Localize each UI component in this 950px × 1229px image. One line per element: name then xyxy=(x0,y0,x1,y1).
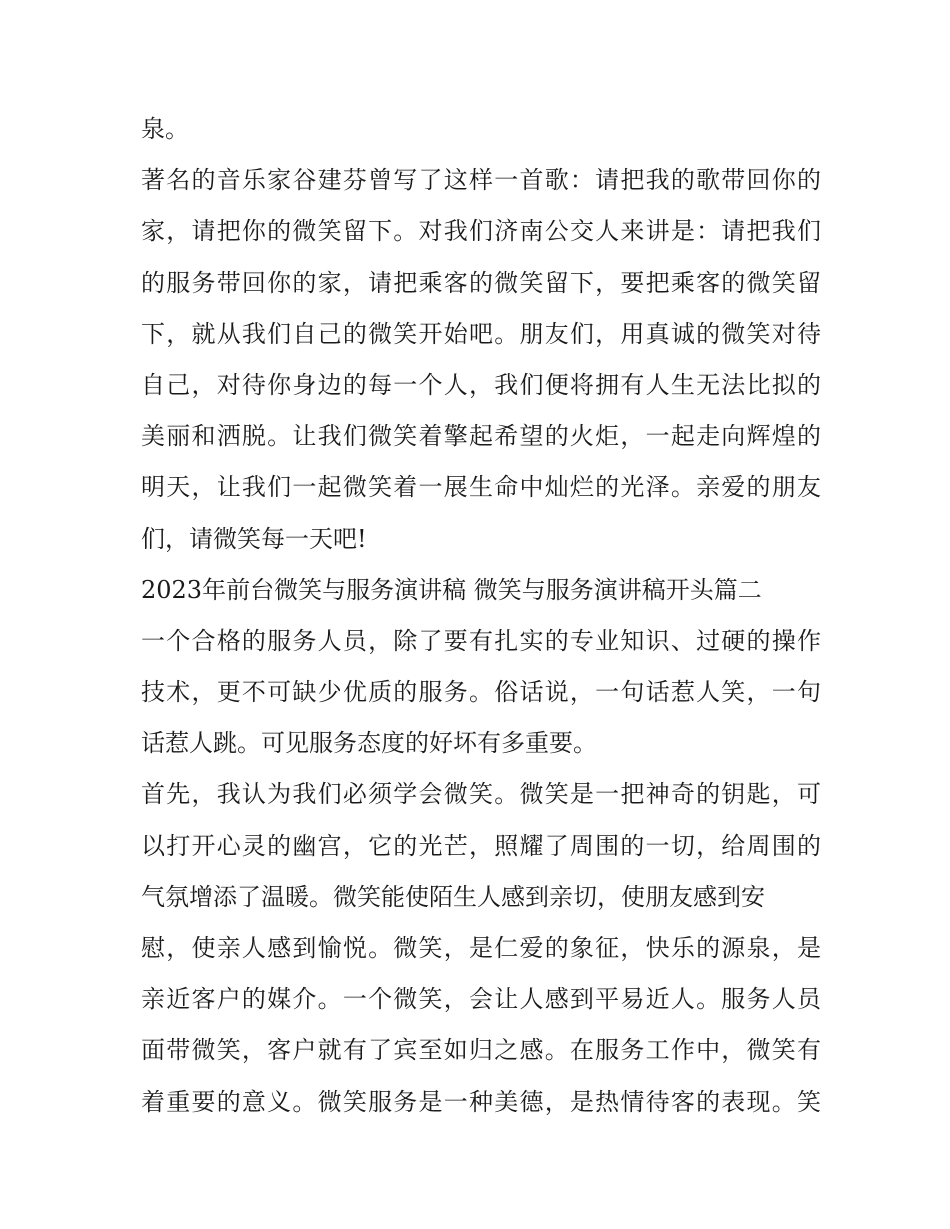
text-line: 明天，让我们一起微笑着一展生命中灿烂的光泽。亲爱的朋友 xyxy=(141,473,821,502)
text-line: 的服务带回你的家，请把乘客的微笑留下，要把乘客的微笑留 xyxy=(141,268,821,297)
section-heading: 2023年前台微笑与服务演讲稿 微笑与服务演讲稿开头篇二 xyxy=(141,575,762,604)
text-line: 首先，我认为我们必须学会微笑。微笑是一把神奇的钥匙，可 xyxy=(141,780,821,809)
text-line: 著名的音乐家谷建芬曾写了这样一首歌：请把我的歌带回你的 xyxy=(141,166,821,195)
text-line: 美丽和洒脱。让我们微笑着擎起希望的火炬，一起走向辉煌的 xyxy=(141,422,821,451)
text-line: 们，请微笑每一天吧! xyxy=(141,524,367,553)
text-line: 气氛增添了温暖。微笑能使陌生人感到亲切，使朋友感到安 xyxy=(141,882,765,911)
text-line: 着重要的意义。微笑服务是一种美德，是热情待客的表现。笑 xyxy=(141,1087,821,1116)
text-line: 话惹人跳。可见服务态度的好坏有多重要。 xyxy=(141,729,597,758)
text-line: 自己，对待你身边的每一个人，我们便将拥有人生无法比拟的 xyxy=(141,370,821,399)
text-line: 技术，更不可缺少优质的服务。俗话说，一句话惹人笑，一句 xyxy=(141,678,821,707)
text-line: 下，就从我们自己的微笑开始吧。朋友们，用真诚的微笑对待 xyxy=(141,319,821,348)
text-line: 泉。 xyxy=(141,115,189,143)
text-line: 慰，使亲人感到愉悦。微笑，是仁爱的象征，快乐的源泉，是 xyxy=(141,934,821,962)
document-body xyxy=(141,104,821,1128)
text-line: 家，请把你的微笑留下。对我们济南公交人来讲是：请把我们 xyxy=(141,217,821,246)
text-line: 一个合格的服务人员，除了要有扎实的专业知识、过硬的操作 xyxy=(141,626,821,655)
text-line: 面带微笑，客户就有了宾至如归之感。在服务工作中，微笑有 xyxy=(141,1036,821,1065)
text-line: 以打开心灵的幽宫，它的光芒，照耀了周围的一切，给周围的 xyxy=(141,831,821,860)
text-line: 亲近客户的媒介。一个微笑，会让人感到平易近人。服务人员 xyxy=(141,985,821,1014)
